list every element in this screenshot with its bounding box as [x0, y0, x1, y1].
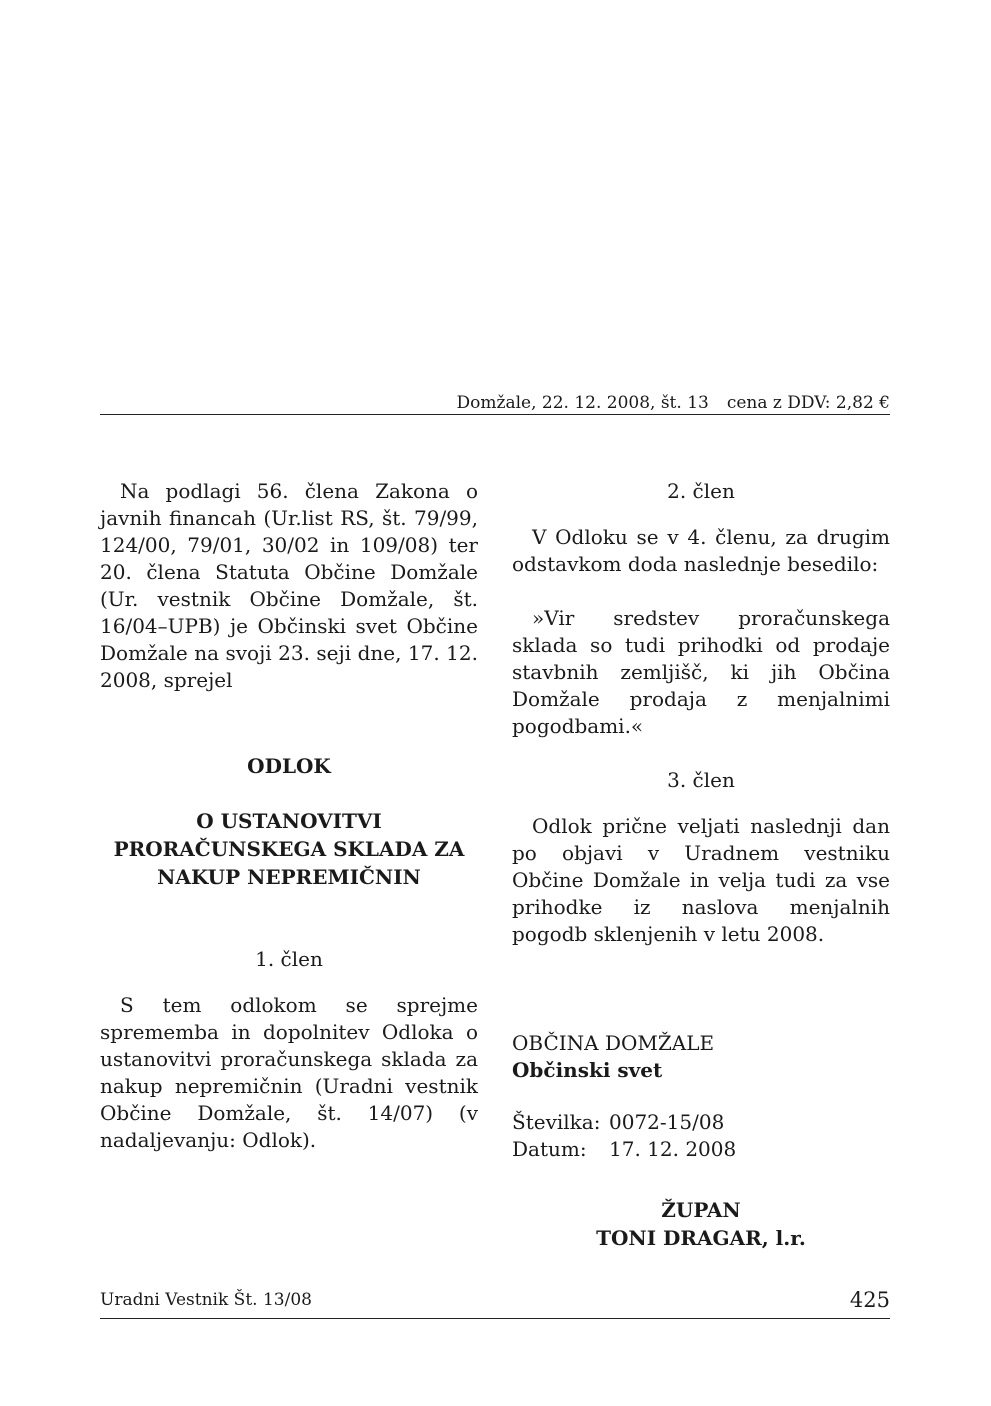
header-place-date-issue: Domžale, 22. 12. 2008, št. 13: [456, 393, 709, 413]
preamble-paragraph: Na podlagi 56. člena Zakona o javnih financah (Ur.list RS, št. 79/99, 124/00, 79/01, 30/02 in 109/08) ter 20. člena Statuta Občine Domžale (Ur. vestnik Občine Domžale, št. 16/04–UPB) je Občinski svet Občine Domžale na svoji 23. seji dne, 17. 12. 2008, sprejel: [100, 479, 478, 692]
mayor-name: TONI DRAGAR, l.r.: [596, 1226, 806, 1250]
date-label: Datum:: [512, 1137, 587, 1161]
date-value: 17. 12. 2008: [609, 1137, 737, 1161]
footer-publication: Uradni Vestnik Št. 13/08: [100, 1290, 312, 1310]
right-column: [512, 478, 890, 1163]
subtitle-line-1: O USTANOVITVI: [196, 809, 382, 833]
footer-page-number: 425: [849, 1288, 890, 1312]
document-title: ODLOK: [247, 754, 331, 778]
article-3-heading: 3. člen: [667, 768, 735, 792]
document-subtitle: [100, 807, 478, 891]
article-3-text: Odlok prične veljati naslednji dan po objavi v Uradnem vestniku Občine Domžale in velja tudi za vse prihodke iz naslova menjalnih pogodb sklenjenih v letu 2008.: [512, 814, 890, 946]
municipality-name: OBČINA DOMŽALE: [512, 1031, 715, 1055]
council-name: Občinski svet: [512, 1058, 663, 1082]
left-column: [100, 478, 478, 1154]
header-price: cena z DDV: 2,82 €: [726, 393, 890, 413]
document-number-row: [512, 1109, 890, 1136]
mayor-title: ŽUPAN: [661, 1198, 741, 1222]
subtitle-line-2: PRORAČUNSKEGA SKLADA ZA: [113, 837, 465, 861]
article-2-text: V Odloku se v 4. členu, za drugim odstavkom doda naslednje besedilo:: [512, 525, 890, 576]
header-rule: [100, 414, 890, 415]
subtitle-line-3: NAKUP NEPREMIČNIN: [157, 865, 421, 889]
article-2-heading: 2. člen: [667, 479, 735, 503]
mayor-signature: [512, 1196, 890, 1252]
number-value: 0072-15/08: [609, 1110, 725, 1134]
article-1-heading: 1. člen: [255, 947, 323, 971]
page-header: [100, 393, 890, 413]
article-1-text: S tem odlokom se sprejme sprememba in dopolnitev Odloka o ustanovitvi proračunskega sklada za nakup nepremičnin (Uradni vestnik Občine Domžale, št. 14/07) (v nadaljevanju: Odlok).: [100, 993, 478, 1152]
footer-rule: [100, 1318, 890, 1319]
number-label: Številka:: [512, 1110, 601, 1134]
article-2-quote: »Vir sredstev proračunskega sklada so tudi prihodki od prodaje stavbnih zemljišč, ki jih Občina Domžale prodaja z menjalnimi pogodbami.«: [512, 606, 890, 738]
document-date-row: [512, 1136, 890, 1163]
